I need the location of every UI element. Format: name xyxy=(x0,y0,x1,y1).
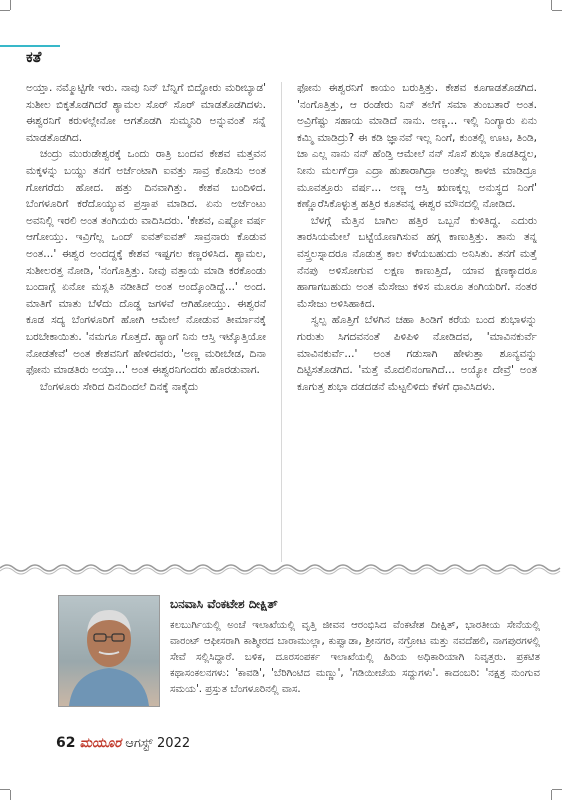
wave-divider xyxy=(0,560,562,576)
author-name: ಬನವಾಸಿ ವೆಂಕಟೇಶ ದೀಕ್ಷಿತ್ xyxy=(170,597,278,611)
author-bio: ಕಲಬುರ್ಗಿಯಲ್ಲಿ ಅಂಚೆ ಇಲಾಖೆಯಲ್ಲಿ ವೃತ್ತಿ ಜೀವನ ಆರಂಭಿಸಿದ ವೆಂಕಟೇಶ ದೀಕ್ಷಿತ್, ಭಾರತೀಯ ಸೇನೆಯಲ್ಲಿ ವಾರಂಟ್ ಆಫೀಸರಾಗಿ ಕಾಶ್ಮೀರದ ಬಾರಾಮುಲ್ಲಾ, ಕುಪ್ವಾಡಾ, ಶ್ರೀನಗರ, ನಗ್ರೋಟ ಮತ್ತು ನವದೆಹಲಿ, ನಾಗಪುರಗಳಲ್ಲಿ ಸೇವೆ ಸಲ್ಲಿಸಿದ್ದಾರೆ. ಬಳಿಕ, ದೂರಸಂಪರ್ಕ ಇಲಾಖೆಯಲ್ಲಿ ಹಿರಿಯ ಅಧಿಕಾರಿಯಾಗಿ ನಿವೃತ್ತರು. ಪ್ರಕಟಿತ ಕಥಾಸಂಕಲನಗಳು: 'ಕಾವಡಿ', 'ಬೆರಿಗಿಂಟಿದ ಮಣ್ಣು', 'ಗಡಿಯೀಚೆಯ ಸದ್ದುಗಳು'. ಕಾದಂಬರಿ: 'ನಕ್ಷತ್ರ ನುಂಗುವ ಸಮಯ'. ಪ್ರಸ್ತುತ ಬೆಂಗಳೂರಿನಲ್ಲಿ ವಾಸ. xyxy=(170,620,540,695)
story-paragraph: ಫೋನು ಈಶ್ವರನಿಗೆ ಕಾಯಂ ಬರುತ್ತಿತ್ತು. ಕೇಶವ ಕೂಗಾಡತೊಡಗಿದ. 'ನಂಗೊತ್ತಿತ್ತು, ಆ ರಂಡೇರು ನಿನ್ ತಲೆಗೆ ಸಮಾ ತುಂಬತಾರೆ ಅಂತ. ಅವ್ರಿಗೆಷ್ಟು ಸಹಾಯ ಮಾಡಿದೆ ನಾನು. ಅಣ್ಣ... ಇಲ್ಲಿ ನಿಂಗ್ಯಾರು ಏನು ಕಮ್ಮಿ ಮಾಡಿದ್ರು? ಈ ಕಡಿ ಜ್ಞಾನವೆ ಇಲ್ಲ ನಿಂಗೆ, ಕುಂತಲ್ಲಿ ಊಟ, ತಿಂಡಿ, ಚಾ ಎಲ್ಲ ನಾನು ನನ್ ಹೆಂಡ್ತಿ ಆಮೇಲೆ ನನ್ ಸೊಸೆ ಶುಭಾ ಕೊಡತಿದ್ದಲ, ನೀನು ಮಲಗ್‌ದ್ರಾ ಎದ್ರಾ ಹುಶಾರಾಗಿದ್ರಾ ಅಂತೆಲ್ಲ ಕಾಳಜಿ ಮಾಡಿದ್ರೂ ಮೂವತ್ತೂರು ವರ್ಷ... ಅಣ್ಣ ಆಸ್ತಿ ಋಣಕ್ಕಲ್ಲ ಅನುಸ್ಥದ ನಿಂಗೆ' ಕಣ್ಣೊರೆಸಿಕೊಳ್ಳುತ್ತ ಹತ್ತಿರ ಕೂತವನ್ನ ಈಶ್ವರ ಮೌನದಲ್ಲಿ ನೋಡಿದ. xyxy=(297,82,537,211)
story-paragraph: ಬೆಂಗಳೂರು ಸೇರಿದ ದಿನದಿಂದಲೆ ದಿನಕ್ಕೆ ನಾಕೈದು xyxy=(40,380,199,393)
crop-mark xyxy=(552,789,562,790)
story-paragraph: ಅಯ್ತಾ. ನಮ್ಮೊಟ್ಟಿಗೇ ಇರು. ನಾವು ನಿನ್ ಬೆನ್ನಿಗೆ ಬಿದ್ದೋರು ಮರೀಬ್ಯಾಡ' ಸುಶೀಲ ಬಿಕ್ಕತೊಡಗಿದರೆ ಶ್ಯಾಮಲ ಸೊರ್ ಸೊರ್ ಮಾಡತೊಡಗಿದಳು. ಈಶ್ವರನಿಗೆ ಕರುಳಲ್ಲೇನೋ ಆಗತೊಡಗಿ ಸುಮ್ಮನಿರಿ ಅನ್ನುವಂತೆ ಸನ್ನೆ ಮಾಡತೊಡಗಿದ. xyxy=(26,82,266,144)
magazine-logo: ಮಯೂರ xyxy=(79,736,122,751)
crop-mark xyxy=(0,10,10,11)
crop-mark xyxy=(10,0,11,10)
column-divider xyxy=(281,82,282,562)
story-paragraph: ಚಂದ್ರು ಮುರುಡೇಶ್ವರಕ್ಕೆ ಒಂದು ರಾತ್ರಿ ಬಂದವ ಕೇಶವ ಮತ್ತವನ ಮಕ್ಕಳನ್ನು ಬಯ್ದು ತನಗೆ ಅರ್ಜೆಂಟಾಗಿ ಐವತ್ತು ಸಾವ್ರ ಕೊಡಿಸು ಅಂತ ಗೋಗರೆದು ಹೋದ. ಹತ್ತು ದಿನವಾಗಿತ್ತು. ಕೇಶವ ಬಂದಿಳಿದ. ಬೆಂಗಳೂರಿಗೆ ಕರೆದೊಯ್ಯುವ ಪ್ರಸ್ತಾಪ ಮಾಡಿದ. ಏನು ಅರ್ಜೆಂಟು ಅವನಿಲ್ಲಿ ಇರಲಿ ಅಂತ ತಂಗಿಯರು ವಾದಿಸಿದರು. 'ಕೇಶವ, ಎಷ್ಟೋ ವರ್ಷ ಆಗೋಯ್ತು. ಇವ್ರಿಗೆಲ್ಲ ಒಂದ್ ಐವತ್‌ಐವತ್ ಸಾವ್ರನಾರು ಕೊಡುವ ಅಂತ...' ಈಶ್ವರ ಅಂದದ್ದಕ್ಕೆ ಕೇಶವ ಇಷ್ಟಗಲ ಕಣ್ಣರಳಿಸಿದ. ಶ್ಯಾಮಲ, ಸುಶೀಲರತ್ತ ನೋಡಿ, 'ನಂಗೊತ್ತಿತ್ತು. ನೀವು ವತ್ತಾಯ ಮಾಡಿ ಕರಕೊಂಡು ಬಂದಾಗ್ಲೆ ಏನೋ ಮಸ್ಲತಿ ನಡೀತಿದೆ ಅಂತ ಅಂದ್ಕೊಂಡಿದ್ದೆ...' ಅಂದ. ಮಾತಿಗೆ ಮಾತು ಬೆಳೆದು ದೊಡ್ಡ ಜಗಳವೆ ಆಗಿಹೋಯ್ತು. ಈಶ್ವರನೆ ಕೂಡ ಸದ್ಯ ಬೆಂಗಳೂರಿಗೆ ಹೋಗಿ ಆಮೇಲೆ ನೋಡುವ ತೀರ್ಮಾನಕ್ಕೆ ಬರಬೇಕಾಯಿತು. 'ನಮಗೂ ಗೊತ್ತದೆ. ಹ್ಯಾಂಗೆ ನಿನು ಆಸ್ತಿ ಇಟ್ಕೊತ್ತಿಯೋ ನೋಡತೇವೆ' ಅಂತ ಕೇಶವನಿಗೆ ಹೇಳಿದವರು, 'ಅಣ್ಣ ಮರೀಬೇಡ, ದಿನಾ ಫೋನು ಮಾಡತಿರು ಅಯ್ತಾ...' ಅಂತ ಈಶ್ವರನಿಗಂದರು ಹೊರಡುವಾಗ. xyxy=(26,148,266,377)
story-paragraph: ಸ್ವಲ್ಪ ಹೊತ್ತಿಗೆ ಬೆಳಗಿನ ಚಹಾ ತಿಂಡಿಗೆ ಕರೆಯ ಬಂದ ಶುಭಾಳನ್ನು ಗುರುತು ಸಿಗದವನಂತೆ ಪಿಳಿಪಿಳಿ ನೋಡಿದವ, 'ಮಾವಿನಕುರ್ವೆ ಮಾವಿನಕುರ್ವೆ...' ಅಂತ ಗಡುಸಾಗಿ ಹೇಳುತ್ತಾ ಶೂನ್ಯವನ್ನು ದಿಟ್ಟಿಸತೊಡಗಿದ. 'ಮತ್ತೆ ಮೊದಲಿನಂಗಾಗಿದೆ... ಅಯ್ಯೋ ದೇವ್ರೆ' ಅಂತ ಕೂಗುತ್ತ ಶುಭಾ ದಡದಡನೆ ಮೆಟ್ಟಲಿಳಿದು ಕೆಳಗೆ ಧಾವಿಸಿದಳು. xyxy=(297,314,537,393)
page-number: 62 xyxy=(56,735,76,751)
crop-mark xyxy=(551,0,552,10)
section-accent-line xyxy=(0,45,60,47)
page-footer xyxy=(56,735,190,751)
crop-mark xyxy=(551,790,552,800)
issue-date: ಆಗಸ್ಟ್ 2022 xyxy=(125,736,191,751)
story-column-right xyxy=(297,80,537,395)
story-paragraph: ಬೆಳಗ್ಗೆ ಮೆತ್ತಿನ ಬಾಗಿಲ ಹತ್ತಿರ ಒಬ್ಬನೆ ಕುಳಿತಿದ್ದ. ಎದುರು ತಾರಸಿಯಮೇಲೆ ಬಟ್ಟೆಯೊಣಗಿಸುವ ಹಗ್ಗ ಕಾಣುತ್ತಿತ್ತು. ತಾನು ತನ್ನ ವಸ್ತ್ರಲಸ್ನಾದರೂ ನೊಡುತ್ತ ಕಾಲ ಕಳೆಯಬಹುದು ಅನಿಸಿತು. ತನಗೆ ಮತ್ತೆ ನೆನಪು ಅಳಿಸೋಗುವ ಲಕ್ಷಣ ಕಾಣುತ್ತಿದೆ, ಯಾವ ಕ್ಷಣಕ್ಕಾದರೂ ಹಾಗಾಗಬಹುದು ಅಂತ ಮೆಸೇಜು ಕಳಿಸ ಮೂರೂ ತಂಗಿಯರಿಗೆ. ನಂತರ ಮೆಸೇಜು ಅಳಿಸಿಹಾಕಿದ. xyxy=(297,214,537,310)
author-photo xyxy=(58,595,160,707)
crop-mark xyxy=(0,789,10,790)
story-column-left xyxy=(26,80,266,395)
section-title: ಕತೆ xyxy=(26,48,42,66)
crop-mark xyxy=(10,790,11,800)
crop-mark xyxy=(552,10,562,11)
